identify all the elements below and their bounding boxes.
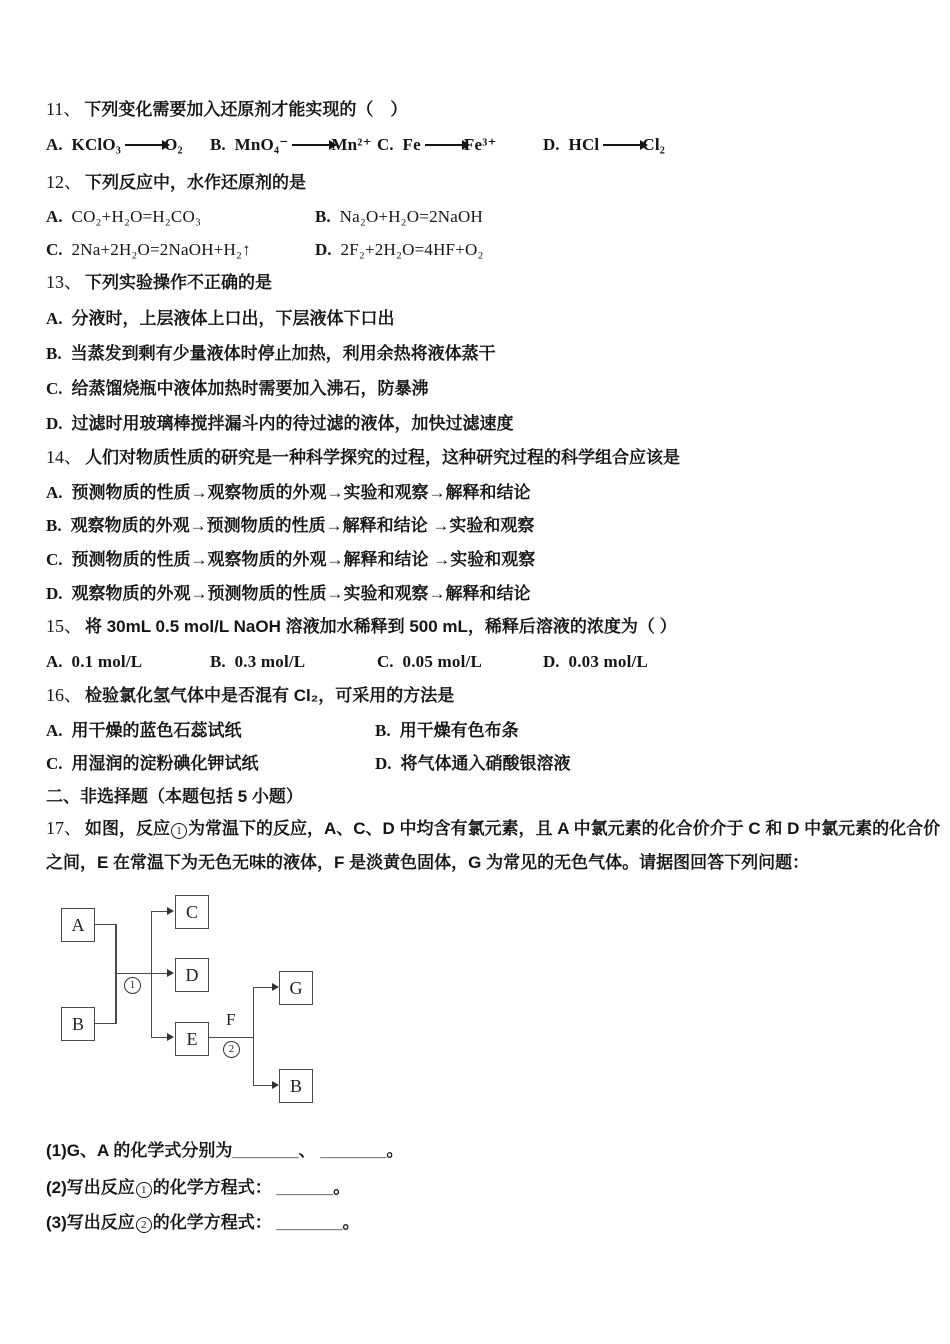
- q11-option-c: [377, 133, 497, 156]
- section2-title: 二、非选择题（本题包括 5 小题）: [46, 787, 303, 806]
- q12-number: 12、: [46, 172, 82, 192]
- formula-rhs: Fe³⁺: [463, 135, 497, 154]
- option-value: 0.05 mol/L: [402, 652, 482, 671]
- connector-to-g: [253, 987, 273, 989]
- formula-lhs: HCl: [568, 135, 600, 154]
- connector-junction2-vertical: [253, 987, 255, 1086]
- option-letter: C.: [46, 379, 63, 398]
- option-value: 0.1 mol/L: [71, 652, 143, 671]
- equation: 2F₂+2H₂O=4HF+O₂: [340, 240, 484, 259]
- diagram-box-a: A: [61, 908, 95, 942]
- q13-title: [46, 271, 940, 294]
- formula-lhs: KClO₃: [71, 135, 122, 154]
- option-value: 0.3 mol/L: [234, 652, 306, 671]
- equation: CO₂+H₂O=H₂CO₃: [71, 207, 202, 226]
- q12-option-c: [46, 238, 251, 261]
- q17-sub2-pre: (2)写出反应: [46, 1178, 135, 1197]
- q17-number: 17、: [46, 818, 82, 838]
- option-letter: D.: [46, 584, 63, 603]
- q12-option-a: [46, 205, 201, 228]
- q15-option-a: [46, 650, 142, 673]
- option-letter: A.: [46, 483, 63, 502]
- q17-sub2: [46, 1176, 940, 1199]
- q11-number: 11、: [46, 99, 82, 119]
- formula-lhs: MnO₄⁻: [234, 135, 289, 154]
- connector-to-c: [151, 911, 168, 913]
- q17-sub3-post: 的化学方程式： _______。: [152, 1213, 360, 1232]
- diagram-box-g: G: [279, 971, 313, 1005]
- option-text: 当蒸发到剩有少量液体时停止加热，利用余热将液体蒸干: [70, 344, 496, 363]
- q16-option-b: [375, 719, 519, 742]
- option-value: 0.03 mol/L: [568, 652, 648, 671]
- q16-number: 16、: [46, 685, 82, 705]
- q13-number: 13、: [46, 272, 82, 292]
- q13-option-c: [46, 377, 940, 400]
- reaction-flow-diagram: [47, 893, 337, 1108]
- q11-option-a: [46, 133, 183, 156]
- option-letter: C.: [46, 240, 63, 259]
- q13-option-a: [46, 307, 940, 330]
- q15-option-d: [543, 650, 648, 673]
- option-text: 预测物质的性质→观察物质的外观→解释和结论 →实验和观察: [71, 550, 536, 569]
- option-text: 给蒸馏烧瓶中液体加热时需要加入沸石，防暴沸: [71, 379, 429, 398]
- arrowhead-to-g-icon: [272, 983, 279, 991]
- option-letter: B.: [375, 721, 391, 740]
- q15-option-b: [210, 650, 305, 673]
- q13-title-text: 下列实验操作不正确的是: [85, 273, 272, 292]
- q11-option-b: [210, 133, 372, 156]
- reaction-arrow-icon: [603, 144, 641, 146]
- q11-title-text: 下列变化需要加入还原剂才能实现的（ ）: [84, 100, 408, 119]
- q11-title: [46, 98, 940, 121]
- q14-option-a: [46, 481, 940, 504]
- q17-sub3-pre: (3)写出反应: [46, 1213, 135, 1232]
- option-text: 将气体通入硝酸银溶液: [400, 754, 571, 773]
- q13-option-b: [46, 342, 940, 365]
- diagram-box-b-right: B: [279, 1069, 313, 1103]
- q17-sub2-post: 的化学方程式： ______。: [152, 1178, 351, 1197]
- option-letter: D.: [543, 135, 560, 154]
- option-letter: B.: [210, 652, 226, 671]
- q17-text-pre: 如图，反应: [85, 819, 170, 838]
- diagram-box-d: D: [175, 958, 209, 992]
- q14-option-b: [46, 514, 940, 537]
- q15-title-text: 将 30mL 0.5 mol/L NaOH 溶液加水稀释到 500 mL，稀释后溶液的浓度为（ ）: [85, 617, 677, 636]
- q12-title: [46, 171, 940, 194]
- option-text: 过滤时用玻璃棒搅拌漏斗内的待过滤的液体，加快过滤速度: [71, 414, 514, 433]
- circled-1-icon: 1: [136, 1182, 152, 1198]
- q17-sub1-text: (1)G、A 的化学式分别为_______、 _______。: [46, 1141, 404, 1160]
- connector-b-line: [94, 1023, 116, 1025]
- option-text: 观察物质的外观→预测物质的性质→解释和结论 →实验和观察: [70, 516, 535, 535]
- circled-1-icon: 1: [171, 823, 187, 839]
- option-letter: B.: [210, 135, 226, 154]
- q16-option-c: [46, 752, 259, 775]
- connector-to-e: [151, 1037, 168, 1039]
- q13-option-d: [46, 412, 940, 435]
- option-text: 分液时，上层液体上口出，下层液体下口出: [71, 309, 395, 328]
- q12-option-d: [315, 238, 484, 261]
- option-letter: C.: [377, 135, 394, 154]
- option-letter: D.: [375, 754, 392, 773]
- reaction-1-label: 1: [124, 977, 141, 994]
- option-letter: B.: [46, 344, 62, 363]
- arrowhead-to-d-icon: [167, 969, 174, 977]
- formula-lhs: Fe: [402, 135, 421, 154]
- q14-number: 14、: [46, 447, 82, 467]
- arrowhead-to-c-icon: [167, 907, 174, 915]
- circled-2-icon: 2: [136, 1217, 152, 1233]
- q17-sub1: [46, 1139, 940, 1162]
- q12-option-b: [315, 205, 483, 228]
- option-letter: C.: [46, 754, 63, 773]
- option-letter: A.: [46, 721, 63, 740]
- equation: Na₂O+H₂O=2NaOH: [339, 207, 483, 226]
- q17-text-line2: 之间，E 在常温下为无色无味的液体，F 是淡黄色固体，G 为常见的无色气体。请据图回答下列问题：: [46, 853, 810, 872]
- diagram-box-e: E: [175, 1022, 209, 1056]
- q14-title-text: 人们对物质性质的研究是一种科学探究的过程，这种研究过程的科学组合应该是: [85, 448, 680, 467]
- arrowhead-to-e-icon: [167, 1033, 174, 1041]
- option-letter: D.: [46, 414, 63, 433]
- connector-main-line: [115, 973, 168, 975]
- option-letter: A.: [46, 652, 63, 671]
- option-letter: C.: [46, 550, 63, 569]
- option-text: 预测物质的性质→观察物质的外观→实验和观察→解释和结论: [71, 483, 531, 502]
- q16-option-d: [375, 752, 571, 775]
- connector-a-line: [94, 924, 116, 926]
- q14-title: [46, 446, 940, 469]
- diagram-box-c: C: [175, 895, 209, 929]
- q17-title-line2: [46, 851, 940, 874]
- option-text: 用湿润的淀粉碘化钾试纸: [71, 754, 259, 773]
- connector-e-out: [208, 1037, 254, 1039]
- q16-title: [46, 684, 940, 707]
- option-letter: B.: [315, 207, 331, 226]
- label-f: F: [226, 1010, 236, 1029]
- q12-title-text: 下列反应中，水作还原剂的是: [85, 173, 306, 192]
- option-letter: A.: [46, 135, 63, 154]
- q16-title-text: 检验氯化氢气体中是否混有 Cl₂，可采用的方法是: [85, 686, 455, 705]
- option-text: 观察物质的外观→预测物质的性质→实验和观察→解释和结论: [71, 584, 531, 603]
- section2-header: [46, 785, 940, 808]
- reaction-arrow-icon: [125, 144, 163, 146]
- q11-option-d: [543, 133, 665, 156]
- formula-rhs: Mn²⁺: [331, 135, 372, 154]
- diagram-box-b-left: B: [61, 1007, 95, 1041]
- equation: 2Na+2H₂O=2NaOH+H₂↑: [71, 240, 251, 259]
- q17-text-post: 为常温下的反应，A、C、D 中均含有氯元素，且 A 中氯元素的化合价介于 C 和 D 中氯元素的化合价: [188, 819, 941, 838]
- reaction-arrow-icon: [292, 144, 330, 146]
- arrowhead-to-b-right-icon: [272, 1081, 279, 1089]
- option-letter: D.: [543, 652, 560, 671]
- connector-branch-vertical: [151, 911, 153, 1039]
- reaction-arrow-icon: [425, 144, 463, 146]
- q14-option-c: [46, 548, 940, 571]
- option-text: 用干燥的蓝色石蕊试纸: [71, 721, 242, 740]
- reaction-2-label: 2: [223, 1041, 240, 1058]
- q15-number: 15、: [46, 616, 82, 636]
- formula-rhs: O₂: [164, 135, 183, 154]
- option-text: 用干燥有色布条: [399, 721, 519, 740]
- formula-rhs: Cl₂: [642, 135, 666, 154]
- q17-title-line1: [46, 817, 940, 840]
- q16-option-a: [46, 719, 242, 742]
- q14-option-d: [46, 582, 940, 605]
- q15-title: [46, 615, 940, 638]
- option-letter: A.: [46, 309, 63, 328]
- q15-option-c: [377, 650, 482, 673]
- connector-to-b-right: [253, 1085, 273, 1087]
- option-letter: B.: [46, 516, 62, 535]
- option-letter: C.: [377, 652, 394, 671]
- option-letter: D.: [315, 240, 332, 259]
- q17-sub3: [46, 1211, 940, 1234]
- option-letter: A.: [46, 207, 63, 226]
